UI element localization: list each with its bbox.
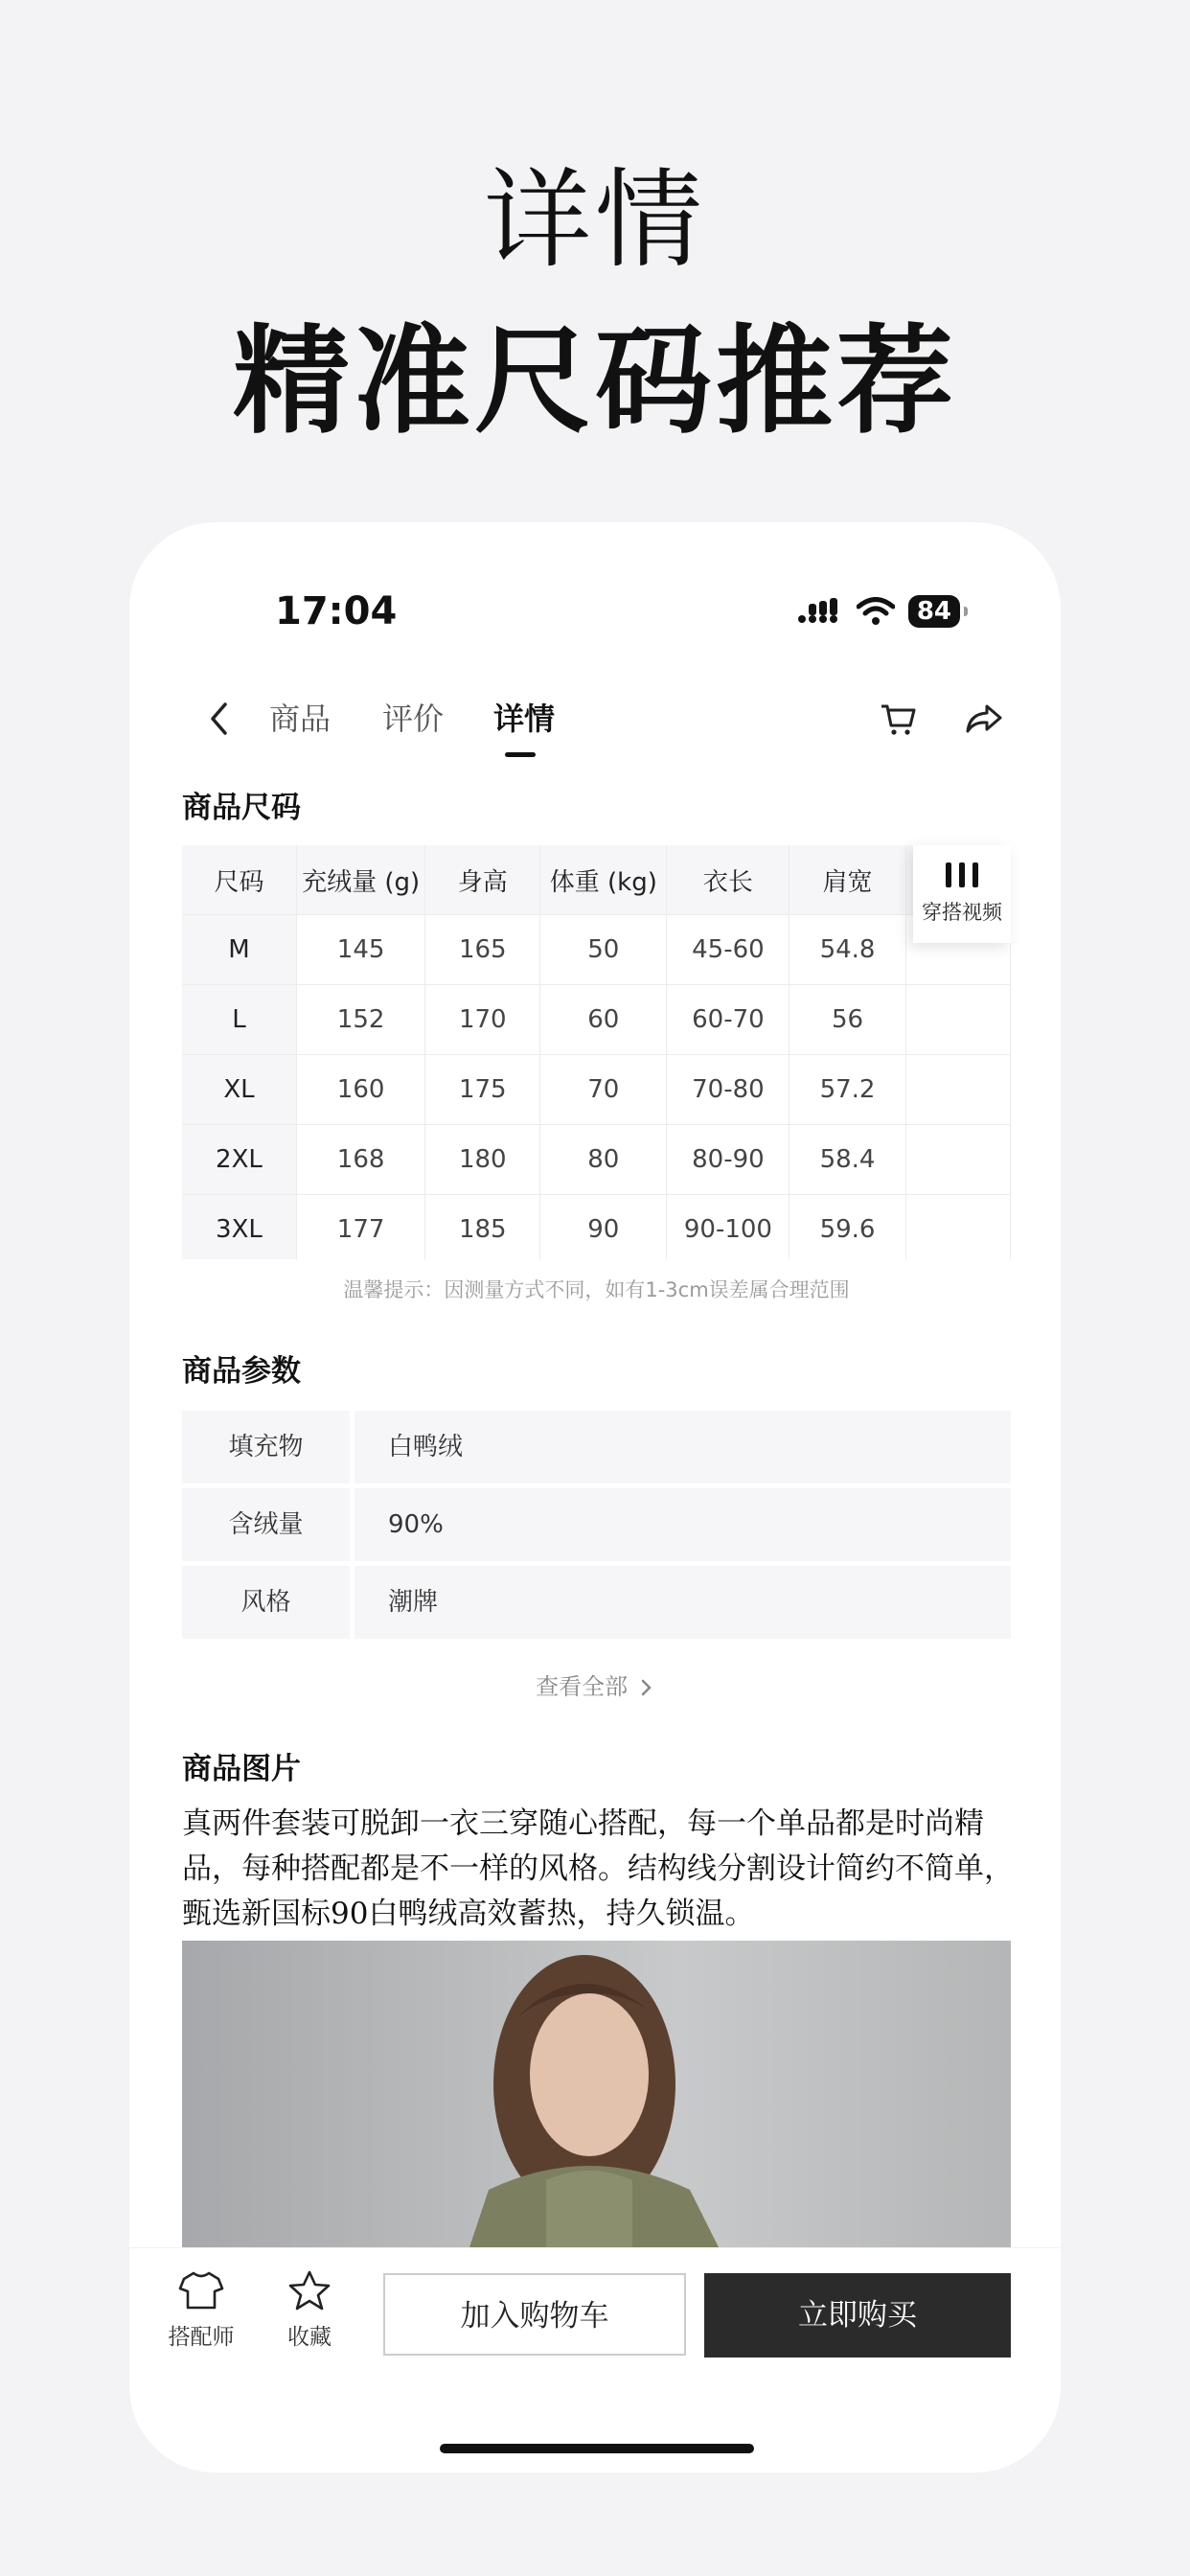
nav-bar [129, 676, 1061, 771]
param-value: 90% [355, 1488, 1011, 1561]
size-tip: 温馨提示：因测量方式不同，如有1-3cm误差属合理范围 [343, 1278, 850, 1301]
size-cell: 54.8 [790, 915, 905, 985]
home-indicator[interactable] [440, 2444, 754, 2453]
size-section-title: 商品尺码 [182, 791, 301, 825]
size-cell: 57.2 [790, 1055, 905, 1125]
size-cell: 168 [296, 1125, 424, 1195]
tab-product[interactable]: 商品 [269, 701, 332, 737]
view-all-label: 查看全部 [536, 1673, 629, 1700]
size-table-row [182, 915, 1011, 985]
size-cell: 50 [540, 915, 667, 985]
size-table-row [182, 1125, 1011, 1195]
buy-now-button[interactable]: 立即购买 [704, 2273, 1011, 2358]
back-icon[interactable] [196, 695, 244, 743]
size-table [182, 845, 1011, 1259]
share-icon[interactable] [960, 695, 1008, 743]
size-header-cell: 充绒量 (g) [296, 845, 424, 915]
size-header-cell: 衣长 [667, 845, 790, 915]
size-cell: 170 [425, 985, 540, 1055]
size-cell: 185 [425, 1195, 540, 1260]
size-cell: 3XL [182, 1195, 296, 1260]
params-list [182, 1411, 1011, 1644]
size-cell: 177 [296, 1195, 424, 1260]
product-description: 真两件套装可脱卸一衣三穿随心搭配，每一个单品都是时尚精品，每种搭配都是不一样的风格。结构线分割设计简约不简单，甄选新国标90白鸭绒高效蓄热，持久锁温。 [182, 1806, 1014, 1931]
tab-details[interactable]: 详情 [493, 701, 556, 737]
size-cell: 80-90 [667, 1125, 790, 1195]
params-section-title: 商品参数 [182, 1354, 301, 1389]
status-bar [129, 589, 1061, 647]
size-table-row [182, 985, 1011, 1055]
signal-icon [797, 598, 843, 625]
size-cell: 180 [425, 1125, 540, 1195]
size-header-cell: 肩宽 [790, 845, 905, 915]
outfit-video-button[interactable] [913, 845, 1011, 943]
video-bars-icon [946, 862, 978, 887]
size-cell [905, 985, 1010, 1055]
param-value: 潮牌 [355, 1566, 1011, 1639]
size-cell: 152 [296, 985, 424, 1055]
product-image[interactable] [182, 1941, 1011, 2247]
size-cell [905, 1055, 1010, 1125]
size-cell [905, 1125, 1010, 1195]
stylist-label: 搭配师 [168, 2325, 235, 2350]
size-cell: 70 [540, 1055, 667, 1125]
star-icon [286, 2269, 332, 2312]
size-header-cell: 尺码 [182, 845, 296, 915]
images-section-title: 商品图片 [182, 1752, 301, 1786]
size-cell: 80 [540, 1125, 667, 1195]
tab-reviews[interactable]: 评价 [382, 701, 445, 737]
cart-icon[interactable] [874, 695, 922, 743]
size-cell: XL [182, 1055, 296, 1125]
size-cell: 145 [296, 915, 424, 985]
status-time: 17:04 [275, 589, 398, 633]
shirt-icon [178, 2269, 224, 2312]
size-table-container[interactable] [182, 845, 1011, 1259]
size-cell: 165 [425, 915, 540, 985]
param-row [182, 1488, 1011, 1561]
size-cell: 2XL [182, 1125, 296, 1195]
size-cell: 56 [790, 985, 905, 1055]
size-cell: L [182, 985, 296, 1055]
param-row [182, 1566, 1011, 1639]
promo-title: 详情 [484, 158, 706, 283]
phone-frame [129, 522, 1061, 2472]
size-table-row [182, 1055, 1011, 1125]
outfit-video-label: 穿搭视频 [922, 901, 1002, 924]
size-cell: 60-70 [667, 985, 790, 1055]
favorite-label: 收藏 [287, 2325, 332, 2350]
stylist-button[interactable] [163, 2269, 240, 2351]
size-cell [905, 1195, 1010, 1260]
size-header-cell: 身高 [425, 845, 540, 915]
size-table-header [182, 845, 1011, 915]
size-cell: 58.4 [790, 1125, 905, 1195]
param-row [182, 1411, 1011, 1484]
param-key: 含绒量 [182, 1488, 350, 1561]
promo-subtitle: 精准尺码推荐 [233, 313, 957, 449]
param-value: 白鸭绒 [355, 1411, 1011, 1484]
param-key: 风格 [182, 1566, 350, 1639]
wifi-icon [857, 597, 895, 626]
view-all-link[interactable] [129, 1668, 1061, 1701]
tab-underline [505, 752, 536, 757]
model-photo-placeholder [182, 1941, 1011, 2247]
size-cell: 90 [540, 1195, 667, 1260]
size-cell: M [182, 915, 296, 985]
chevron-right-icon [639, 1678, 654, 1697]
size-cell: 160 [296, 1055, 424, 1125]
size-header-cell: 体重 (kg) [540, 845, 667, 915]
favorite-button[interactable] [271, 2269, 348, 2351]
size-cell: 90-100 [667, 1195, 790, 1260]
size-cell: 60 [540, 985, 667, 1055]
size-cell: 59.6 [790, 1195, 905, 1260]
bottom-action-bar [129, 2247, 1061, 2472]
battery-indicator: 84 [908, 595, 960, 628]
size-cell: 45-60 [667, 915, 790, 985]
size-cell: 175 [425, 1055, 540, 1125]
add-to-cart-button[interactable]: 加入购物车 [383, 2273, 686, 2356]
size-table-row [182, 1195, 1011, 1260]
param-key: 填充物 [182, 1411, 350, 1484]
size-cell: 70-80 [667, 1055, 790, 1125]
status-icons [797, 595, 960, 628]
